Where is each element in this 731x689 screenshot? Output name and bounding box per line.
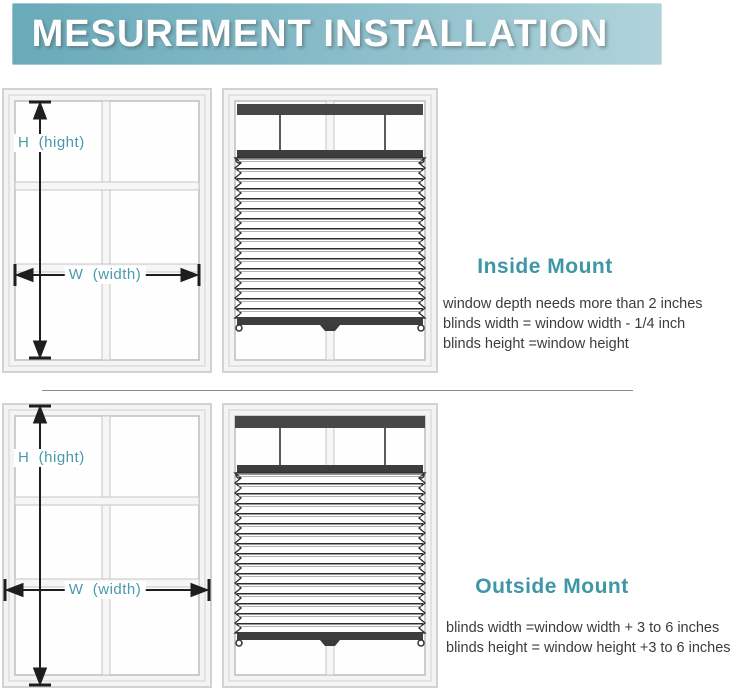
vertical-mullion <box>102 101 110 360</box>
outside-measure-window-graphic <box>2 403 212 688</box>
width-label: W (width) <box>65 581 146 599</box>
inside-measure-window <box>2 88 212 373</box>
headrail-valance <box>237 104 423 115</box>
header-banner <box>12 3 662 65</box>
bottom-rail-peg <box>418 640 424 646</box>
outside-mount-title: Outside Mount <box>475 575 629 598</box>
pleated-shade <box>235 465 425 646</box>
inside-mount-blind-graphic <box>222 88 438 373</box>
bottom-rail-peg <box>236 325 242 331</box>
inside-mount-line: blinds height =window height <box>443 336 629 352</box>
shade-top-rail <box>237 150 423 158</box>
shade-top-rail <box>237 465 423 473</box>
shade-bottom-rail <box>237 632 423 640</box>
horizontal-mullion <box>15 497 199 505</box>
window-frame <box>3 89 211 372</box>
shade-bottom-rail <box>237 317 423 325</box>
outside-mount-info <box>446 574 731 658</box>
page-title: MESUREMENT INSTALLATION <box>31 12 609 55</box>
inside-mount-line: window depth needs more than 2 inches <box>443 296 703 312</box>
outside-mount-blind-window <box>222 403 438 688</box>
outside-mount-blind-graphic <box>222 403 438 688</box>
height-label: H (hight) <box>14 449 89 467</box>
inside-mount-line: blinds width = window width - 1/4 inch <box>443 316 686 332</box>
bottom-rail-peg <box>418 325 424 331</box>
section-divider <box>42 390 633 391</box>
inside-measure-window-graphic <box>2 88 212 373</box>
outside-measure-window <box>2 403 212 688</box>
inside-mount-info <box>443 254 703 354</box>
width-label: W (width) <box>65 266 146 284</box>
inside-mount-title: Inside Mount <box>477 255 613 278</box>
headrail-valance <box>235 416 425 428</box>
horizontal-mullion <box>15 182 199 190</box>
vertical-mullion <box>102 416 110 675</box>
inside-mount-blind-window <box>222 88 438 373</box>
outside-mount-line: blinds width =window width + 3 to 6 inches <box>446 620 720 636</box>
outside-mount-line: blinds height = window height +3 to 6 inches <box>446 640 731 656</box>
window-frame <box>3 404 211 687</box>
pleated-shade <box>235 150 425 331</box>
height-label: H (hight) <box>14 134 89 152</box>
bottom-rail-peg <box>236 640 242 646</box>
